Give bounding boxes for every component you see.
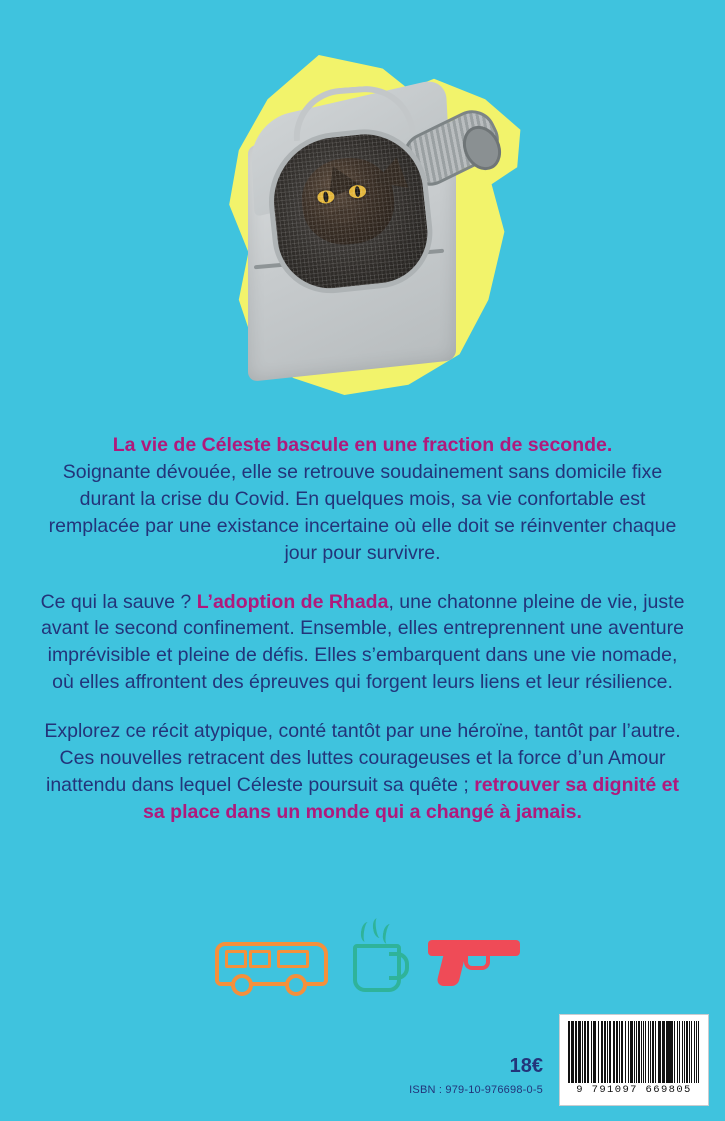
- mesh-texture: [268, 129, 433, 294]
- blurb-paragraph-3-highlight: retrouver sa dignité et sa place dans un monde qui a changé à jamais.: [143, 773, 680, 823]
- cover-photo-area: [0, 40, 725, 400]
- van-window-2: [249, 950, 271, 968]
- cat-photo: [210, 55, 530, 395]
- theme-icons-row: [0, 920, 725, 1000]
- van-window-1: [225, 950, 247, 968]
- blurb-paragraph-2-part1: Ce qui la sauve ?: [40, 590, 197, 613]
- blurb-lead-line: La vie de Céleste bascule en une fraction de seconde.: [112, 434, 613, 456]
- steaming-mug-icon: [345, 920, 409, 996]
- back-cover-blurb: [40, 432, 685, 826]
- pistol-trigger-guard: [464, 954, 490, 970]
- mug-handle: [389, 952, 409, 980]
- blurb-paragraph-2-highlight: L’adoption de Rhada: [196, 590, 389, 613]
- van-window-3: [277, 950, 309, 968]
- van-wheel-right: [285, 974, 307, 996]
- barcode-digits: 9 791097 669805: [576, 1084, 692, 1096]
- pistol-icon: [428, 936, 520, 986]
- van-wheel-left: [231, 974, 253, 996]
- barcode-bars: [568, 1021, 700, 1083]
- pistol-grip: [436, 952, 466, 986]
- blurb-paragraph-1-body: Soignante dévouée, elle se retrouve soudainement sans domicile fixe durant la crise du Covid. En quelques mois, sa vie confortable est remplacée par une existance incertaine où elle doit se réinventer chaque jour pour survivre.: [48, 460, 677, 564]
- blurb-paragraph-1: [40, 432, 685, 567]
- pet-carrier-illustration: [234, 81, 506, 371]
- blurb-paragraph-2-part2: , une chatonne pleine de vie, juste avant le second confinement. Ensemble, elles entreprennent une aventure imprévisible et pleine de défis. Elles s’embarquent dans une vie nomade, où elles affrontent des épreuves qui forgent leurs liens et leur résilience.: [41, 590, 685, 694]
- blurb-paragraph-3-part1: Explorez ce récit atypique, conté tantôt par une héroïne, tantôt par l’autre. Ces nouvelles retracent des luttes courageuses et la force d’un Amour inattendu dans lequel Céleste poursuit sa quête ;: [44, 720, 681, 796]
- blurb-paragraph-2: [40, 589, 685, 697]
- barcode: [559, 1014, 709, 1106]
- isbn-label: ISBN : 979-10-976698-0-5: [409, 1084, 543, 1096]
- camper-van-icon: [215, 932, 320, 990]
- carrier-mesh-window: [262, 123, 438, 299]
- price-label: 18€: [509, 1055, 543, 1077]
- blurb-paragraph-3: [40, 718, 685, 826]
- steam-wisp-1: [360, 921, 374, 942]
